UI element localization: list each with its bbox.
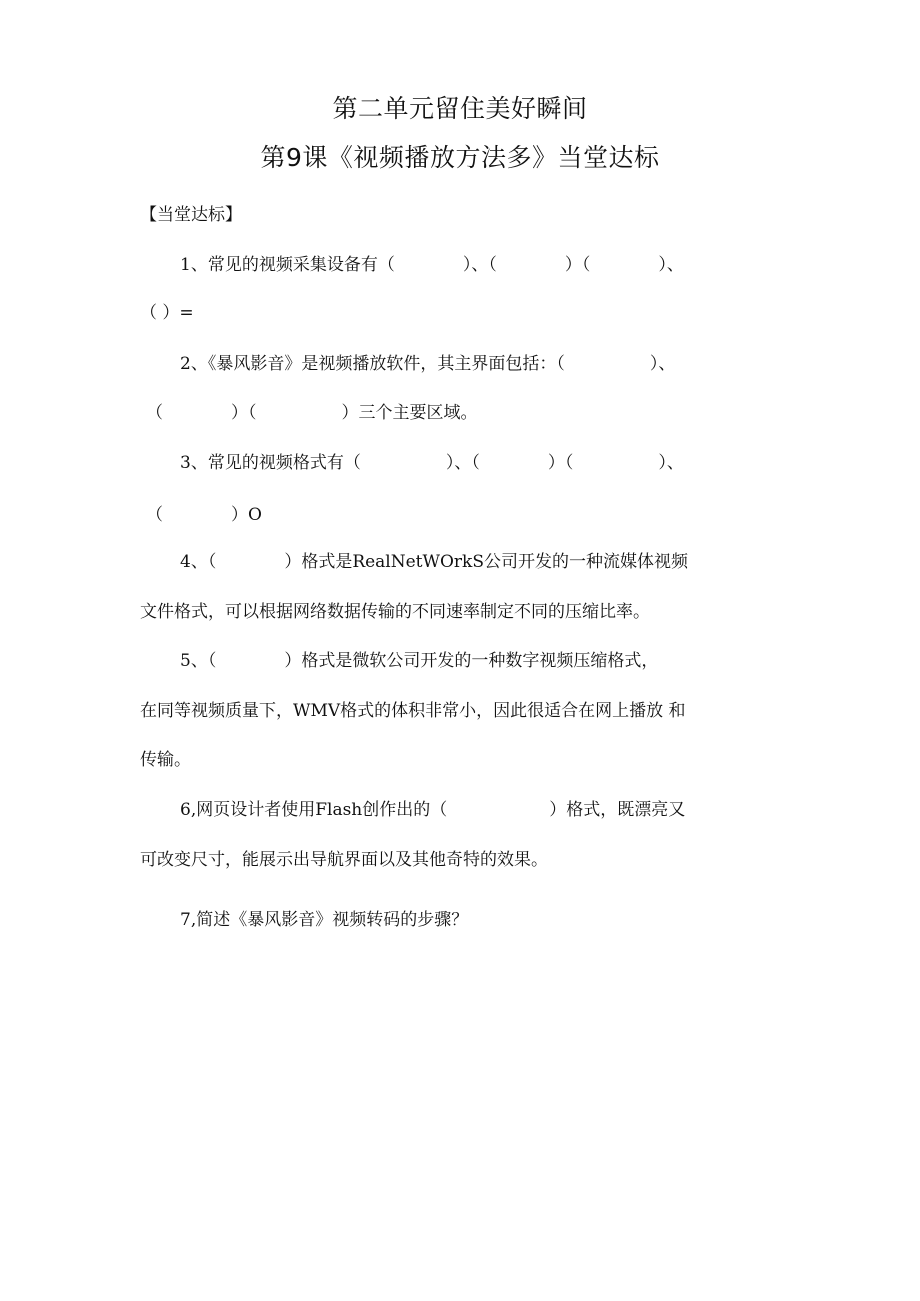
question-1-line-1: 1、常见的视频采集设备有（ ）、（ ）（ ）、 (180, 255, 684, 275)
section-label: 【当堂达标】 (140, 205, 242, 225)
question-5-line-3: 传输。 (140, 750, 191, 770)
question-3-line-2: （ ）O (146, 505, 262, 525)
question-5-line-1: 5、（ ）格式是微软公司开发的一种数字视频压缩格式， (180, 651, 659, 671)
question-2-line-2: （ ）（ ）三个主要区域。 (146, 403, 478, 423)
question-4-line-1: 4、（ ）格式是RealNetWOrkS公司开发的一种流媒体视频 (180, 552, 688, 572)
question-4-line-2: 文件格式，可以根据网络数据传输的不同速率制定不同的压缩比率。 (140, 602, 650, 622)
lesson-title: 第9课《视频播放方法多》当堂达标 (260, 143, 660, 172)
question-2-line-1: 2、《暴风影音》是视频播放软件，其主界面包括：（ ）、 (180, 354, 676, 374)
unit-title: 第二单元留住美好瞬间 (332, 94, 588, 123)
question-7-line-1: 7,简述《暴风影音》视频转码的步骤？ (180, 910, 469, 930)
question-5-line-2: 在同等视频质量下，WMV格式的体积非常小，因此很适合在网上播放 和 (140, 701, 686, 721)
question-6-line-2: 可改变尺寸，能展示出导航界面以及其他奇特的效果。 (140, 850, 548, 870)
question-1-line-2: （ ）= (140, 303, 194, 323)
question-3-line-1: 3、常见的视频格式有（ ）、（ ）（ ）、 (180, 453, 684, 473)
question-6-line-1: 6,网页设计者使用Flash创作出的（ ）格式，既漂亮又 (180, 800, 686, 820)
